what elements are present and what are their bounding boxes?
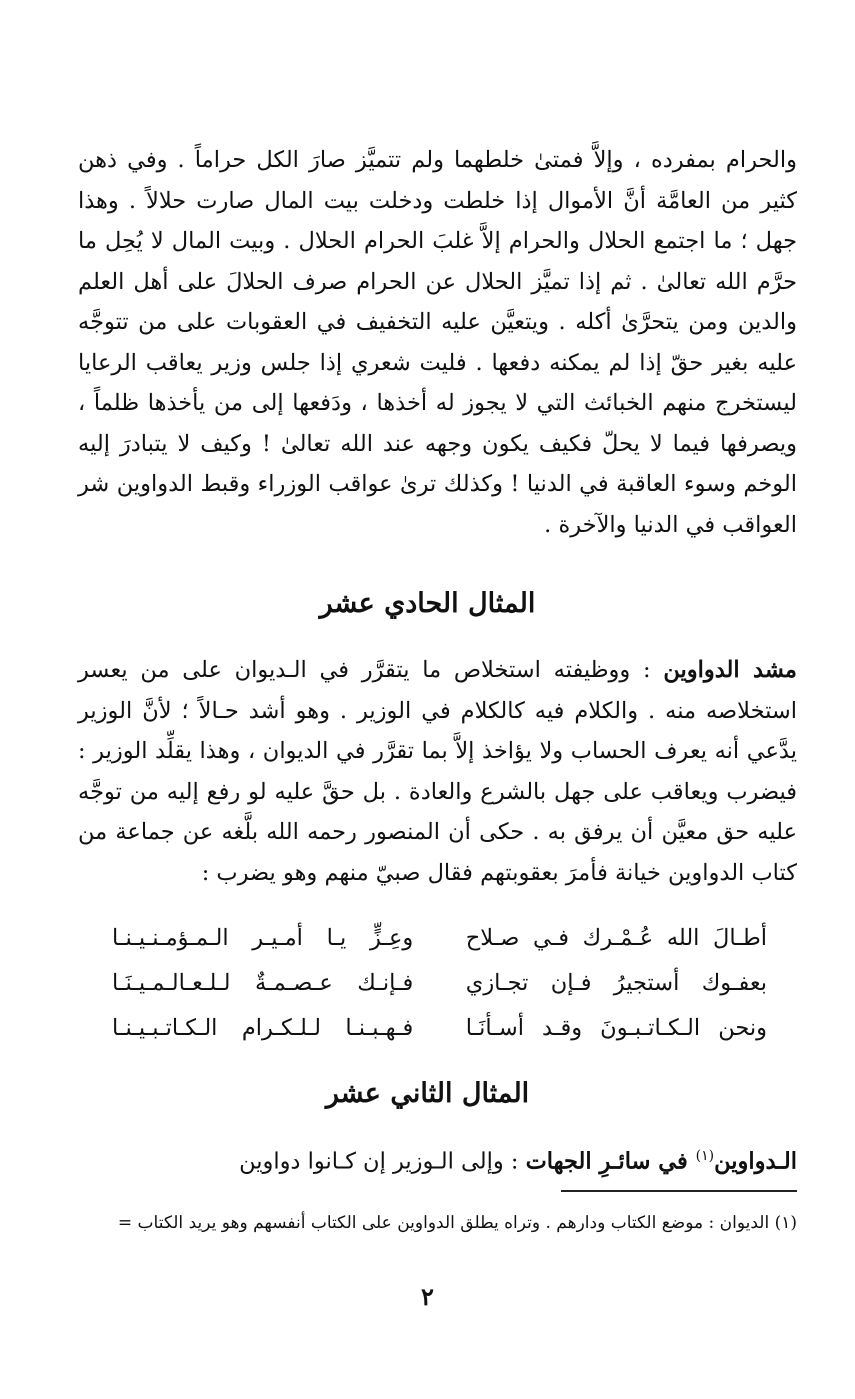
verse-second-hemistich: وعِـزٍّ يـا أمـيـر الـمـؤمـنـيـنـا: [112, 925, 414, 951]
body-paragraph-1: والحرام بمفرده ، وإلاَّ فمتىٰ خلطهما ولم تتميَّز صارَ الكل حراماً . وفي ذهن كثير من العامَّة أنَّ الأموال إذا خلطت ودخلت بيت المال صارت حلالاً . وهذا جهل ؛ ما اجتمع الحلال والحرام إلاَّ غلبَ الحرام الحلال . وبيت المال لا يُحِل ما حرَّم الله تعالىٰ . ثم إذا تميَّز الحلال عن الحرام صرف الحلالَ على أهل العلم والدين ومن يتحرَّىٰ أكله . ويتعيَّن عليه التخفيف في العقوبات على من تتوجَّه عليه بغير حقّ إذا لم يمكنه دفعها . فليت شعري إذا جلس وزير يعاقب الرعايا ليستخرج منهم الخبائث التي لا يجوز له أخذها ، ودَفعها إلى من يأخذها ظلماً ، ويصرفها فيما لا يحلّ فكيف يكون وجهه عند الله تعالىٰ ! وكيف لا يتبادرَ إليه الوخم وسوء العاقبة في الدنيا ! وكذلك ترىٰ عواقب الوزراء وقبط الدواوين شر العواقب في الدنيا والآخرة .: [78, 147, 797, 538]
poem: [112, 916, 767, 1051]
paragraph-lead-tail: في سائـرِ الجهات: [525, 1148, 696, 1175]
poem-verse: [112, 916, 767, 961]
paragraph-text: : وإلى الـوزير إن كـانوا دواوين: [239, 1148, 526, 1175]
section-heading-12: المثال الثاني عشر: [325, 1078, 530, 1109]
page-number: ٢: [421, 1282, 434, 1311]
poem-verse: [112, 1006, 767, 1051]
body-paragraph-2: [78, 650, 797, 893]
paragraph-lead-term: مشد الدواوين: [663, 657, 797, 683]
section-heading-11: المثال الحادي عشر: [319, 588, 536, 619]
paragraph-lead-term: الـدواوين: [714, 1148, 797, 1175]
verse-second-hemistich: فـهـبـنـا لـلـكـرام الـكـاتـبـيـنـا: [112, 1015, 414, 1041]
paragraph-text: : ووظيفته استخلاص ما يتقرَّر في الـديوان على من يعسر استخلاصه منه . والكلام فيه كالكلام في الوزير . وهو أشد حـالاً ؛ لأنَّ الوزير يدَّعي أنه يعرف الحساب ولا يؤاخذ إلاَّ بما تقرَّر في الديوان ، وهذا يقلِّد الوزير : فيضرب ويعاقب على جهل بالشرع والعادة . بل حقَّ عليه لو رفع إليه من توجَّه عليه حق معيَّن أن يرفق به . حكى أن المنصور رحمه الله بلَّغه عن جماعة من كتاب الدواوين خيانة فأمرَ بعقوبتهم فقال صبيّ منهم وهو يضرب :: [78, 657, 797, 886]
verse-second-hemistich: فـإنـك عـصـمـةٌ لـلـعـالـمـيـنَـا: [112, 970, 414, 996]
footnote-separator: [561, 1190, 797, 1192]
poem-verse: [112, 961, 767, 1006]
verse-first-hemistich: ونحن الـكـاتـبـونَ وقـد أسـأنَـا: [465, 1015, 767, 1041]
verse-first-hemistich: بعفـوك أستجيرُ فـإن تجـازي: [465, 970, 767, 996]
body-paragraph-3: [78, 1136, 797, 1182]
footnote: (١) الديوان : موضع الكتاب ودارهم . وتراه يطلق الدواوين على الكتاب أنفسهم وهو يريد الكتاب =: [117, 1213, 797, 1233]
footnote-reference: (١): [695, 1148, 715, 1164]
verse-first-hemistich: أطـالَ الله عُـمْـرك فـي صـلاح: [465, 925, 767, 951]
